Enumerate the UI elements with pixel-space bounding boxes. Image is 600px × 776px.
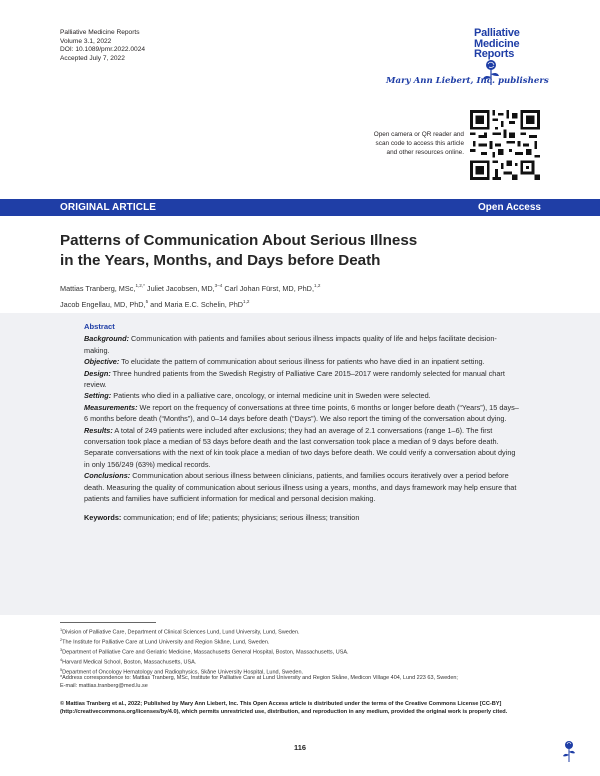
author-affil-sup: 1,2,* xyxy=(135,283,145,288)
abstract-heading: Abstract xyxy=(84,322,115,331)
qr-line-3: and other resources online. xyxy=(386,149,464,156)
label: Conclusions: xyxy=(84,471,131,481)
article-meta xyxy=(60,29,145,63)
qr-line-2: scan code to access this article xyxy=(375,140,464,147)
affil-sup: 3 xyxy=(60,648,63,653)
author-line-1 xyxy=(60,280,530,296)
title-line-2: in the Years, Months, and Days before Death xyxy=(60,251,381,269)
abstract-objective xyxy=(84,356,520,367)
volume: Volume 3.1, 2022 xyxy=(60,37,112,45)
keywords xyxy=(84,512,520,523)
label: Objective: xyxy=(84,357,120,367)
text: Patients who died in a palliative care, oncology, or internal medicine unit in Sweden were selected. xyxy=(111,391,431,401)
title-line-1: Patterns of Communication About Serious Illness xyxy=(60,232,418,249)
text: A total of 249 patients were included after exclusions; they had an average of 2.1 conversations (range 1–6). The first conversation took place a median of 53 days before death and the last conversation took place a median of 9 days before death. Separate conversations with the next of kin took place a median of two days before death. We could verify a conversation about dying in only 156/249 (63%) medical records. xyxy=(84,425,516,469)
logo-line-3: Reports xyxy=(474,48,515,60)
footnote-divider xyxy=(60,622,156,623)
logo-line-1: Palliative xyxy=(474,27,520,39)
rose-logo-icon xyxy=(560,739,578,763)
license-statement: © Mattias Tranberg et al., 2022; Published by Mary Ann Liebert, Inc. This Open Access article is distributed under the terms of the Creative Commons License [CC-BY] (http://creativecommons.org/licenses/by/4.0), which permits unrestricted use, distribution, and reproduction in any medium, provided the original work is properly cited. xyxy=(60,701,508,715)
accepted-date: Accepted July 7, 2022 xyxy=(60,54,125,62)
author-affil-sup: 1,2 xyxy=(313,283,321,288)
author-name: and Maria E.C. Schelin, PhD xyxy=(148,299,244,309)
journal-name: Palliative Medicine Reports xyxy=(60,29,140,36)
author-name: Juliet Jacobsen, MD, xyxy=(144,284,215,293)
doi: DOI: 10.1089/pmr.2022.0024 xyxy=(60,46,146,54)
abstract-results xyxy=(84,425,520,471)
abstract-setting xyxy=(84,390,520,401)
correspondence-email[interactable]: E-mail: mattias.tranberg@med.lu.se xyxy=(60,682,148,689)
label: Setting: xyxy=(84,391,112,401)
text: Three hundred patients from the Swedish Registry of Palliative Care 2015–2017 were randomly selected for manual chart review. xyxy=(84,368,505,390)
text: communication; end of life; patients; physicians; serious illness; transition xyxy=(121,512,360,522)
affiliations xyxy=(60,627,540,677)
article-title xyxy=(60,231,530,270)
affil-sup: 2 xyxy=(60,638,63,643)
affiliation xyxy=(60,627,540,637)
affil-text: Department of Palliative Care and Geriatric Medicine, Massachusetts General Hospital, Boston, Massachusetts, USA. xyxy=(62,649,349,656)
author-name: Jacob Engellau, MD, PhD, xyxy=(60,299,146,309)
author-line-2 xyxy=(60,296,530,312)
text: Communication with patients and families about serious illness impacts quality of life and helps facilitate decision-making. xyxy=(84,334,497,355)
article-type-label: ORIGINAL ARTICLE xyxy=(60,202,157,213)
affil-sup: 1 xyxy=(60,628,63,632)
author-name: Carl Johan Fürst, MD, PhD, xyxy=(222,284,314,293)
open-access-label: Open Access xyxy=(478,202,541,213)
abstract-design xyxy=(84,368,520,391)
affiliation xyxy=(60,657,540,667)
page-number: 116 xyxy=(294,743,306,752)
qr-line-1: Open camera or QR reader and xyxy=(373,131,464,138)
affil-sup: 4 xyxy=(60,658,63,663)
affiliation xyxy=(60,647,540,657)
author-affil-sup: 5 xyxy=(145,298,149,304)
affil-text: The Institute for Palliative Care at Lund University and Region Skåne, Lund, Sweden. xyxy=(62,639,270,646)
author-list xyxy=(60,280,530,311)
label: Design: xyxy=(84,368,111,378)
affiliation xyxy=(60,637,540,647)
label: Keywords: xyxy=(84,512,122,522)
abstract-conclusions xyxy=(84,470,520,504)
logo-line-2: Medicine xyxy=(474,37,520,50)
text: Communication about serious illness between clinicians, patients, and families occurs iteratively over a period before death. Measuring the quality of communication about serious illness using a years, months, and days framework may help ensure that patients and families have sufficient information for medical and personal decision making. xyxy=(84,471,517,504)
qr-instructions xyxy=(340,130,464,157)
affil-text: Division of Palliative Care, Department of Clinical Sciences Lund, Lund University, Lund, Sweden. xyxy=(62,629,300,636)
author-affil-sup: 3–4 xyxy=(214,283,223,288)
correspondence-address: *Address correspondence to: Mattias Tranberg, MSc, Institute for Palliative Care at Lund University and Region Skåne, Medicon Village 404, Lund 223 63, Sweden; xyxy=(60,675,458,681)
qr-code-icon[interactable] xyxy=(470,110,540,180)
affil-sup: 5 xyxy=(60,668,63,673)
author-name: Mattias Tranberg, MSc, xyxy=(60,284,136,293)
abstract-background xyxy=(84,333,520,356)
journal-logo xyxy=(474,28,544,60)
abstract-measurements xyxy=(84,402,520,425)
author-affil-sup: 1,2 xyxy=(243,298,250,304)
label: Background: xyxy=(84,334,129,344)
affil-text: Department of Oncology Hematology and Radiophysics, Skåne University Hospital, Lund, Sweden. xyxy=(62,669,304,676)
correspondence xyxy=(60,675,540,691)
text: We report on the frequency of conversations at three time points, 6 months or longer before death (“Years”), 15 days–6 months before death (“Months”), and 0–14 days before death (“Days”). We also report the timing of the conversation about dying. xyxy=(84,402,519,424)
text: To elucidate the pattern of communication about serious illness for patients who have died in an inpatient setting. xyxy=(119,357,485,367)
affil-text: Harvard Medical School, Boston, Massachusetts, USA. xyxy=(62,659,197,666)
abstract-content xyxy=(84,321,520,523)
publisher-name: Mary Ann Liebert, Inc. publishers xyxy=(386,76,549,86)
label: Results: xyxy=(84,425,113,435)
label: Measurements: xyxy=(84,402,138,412)
